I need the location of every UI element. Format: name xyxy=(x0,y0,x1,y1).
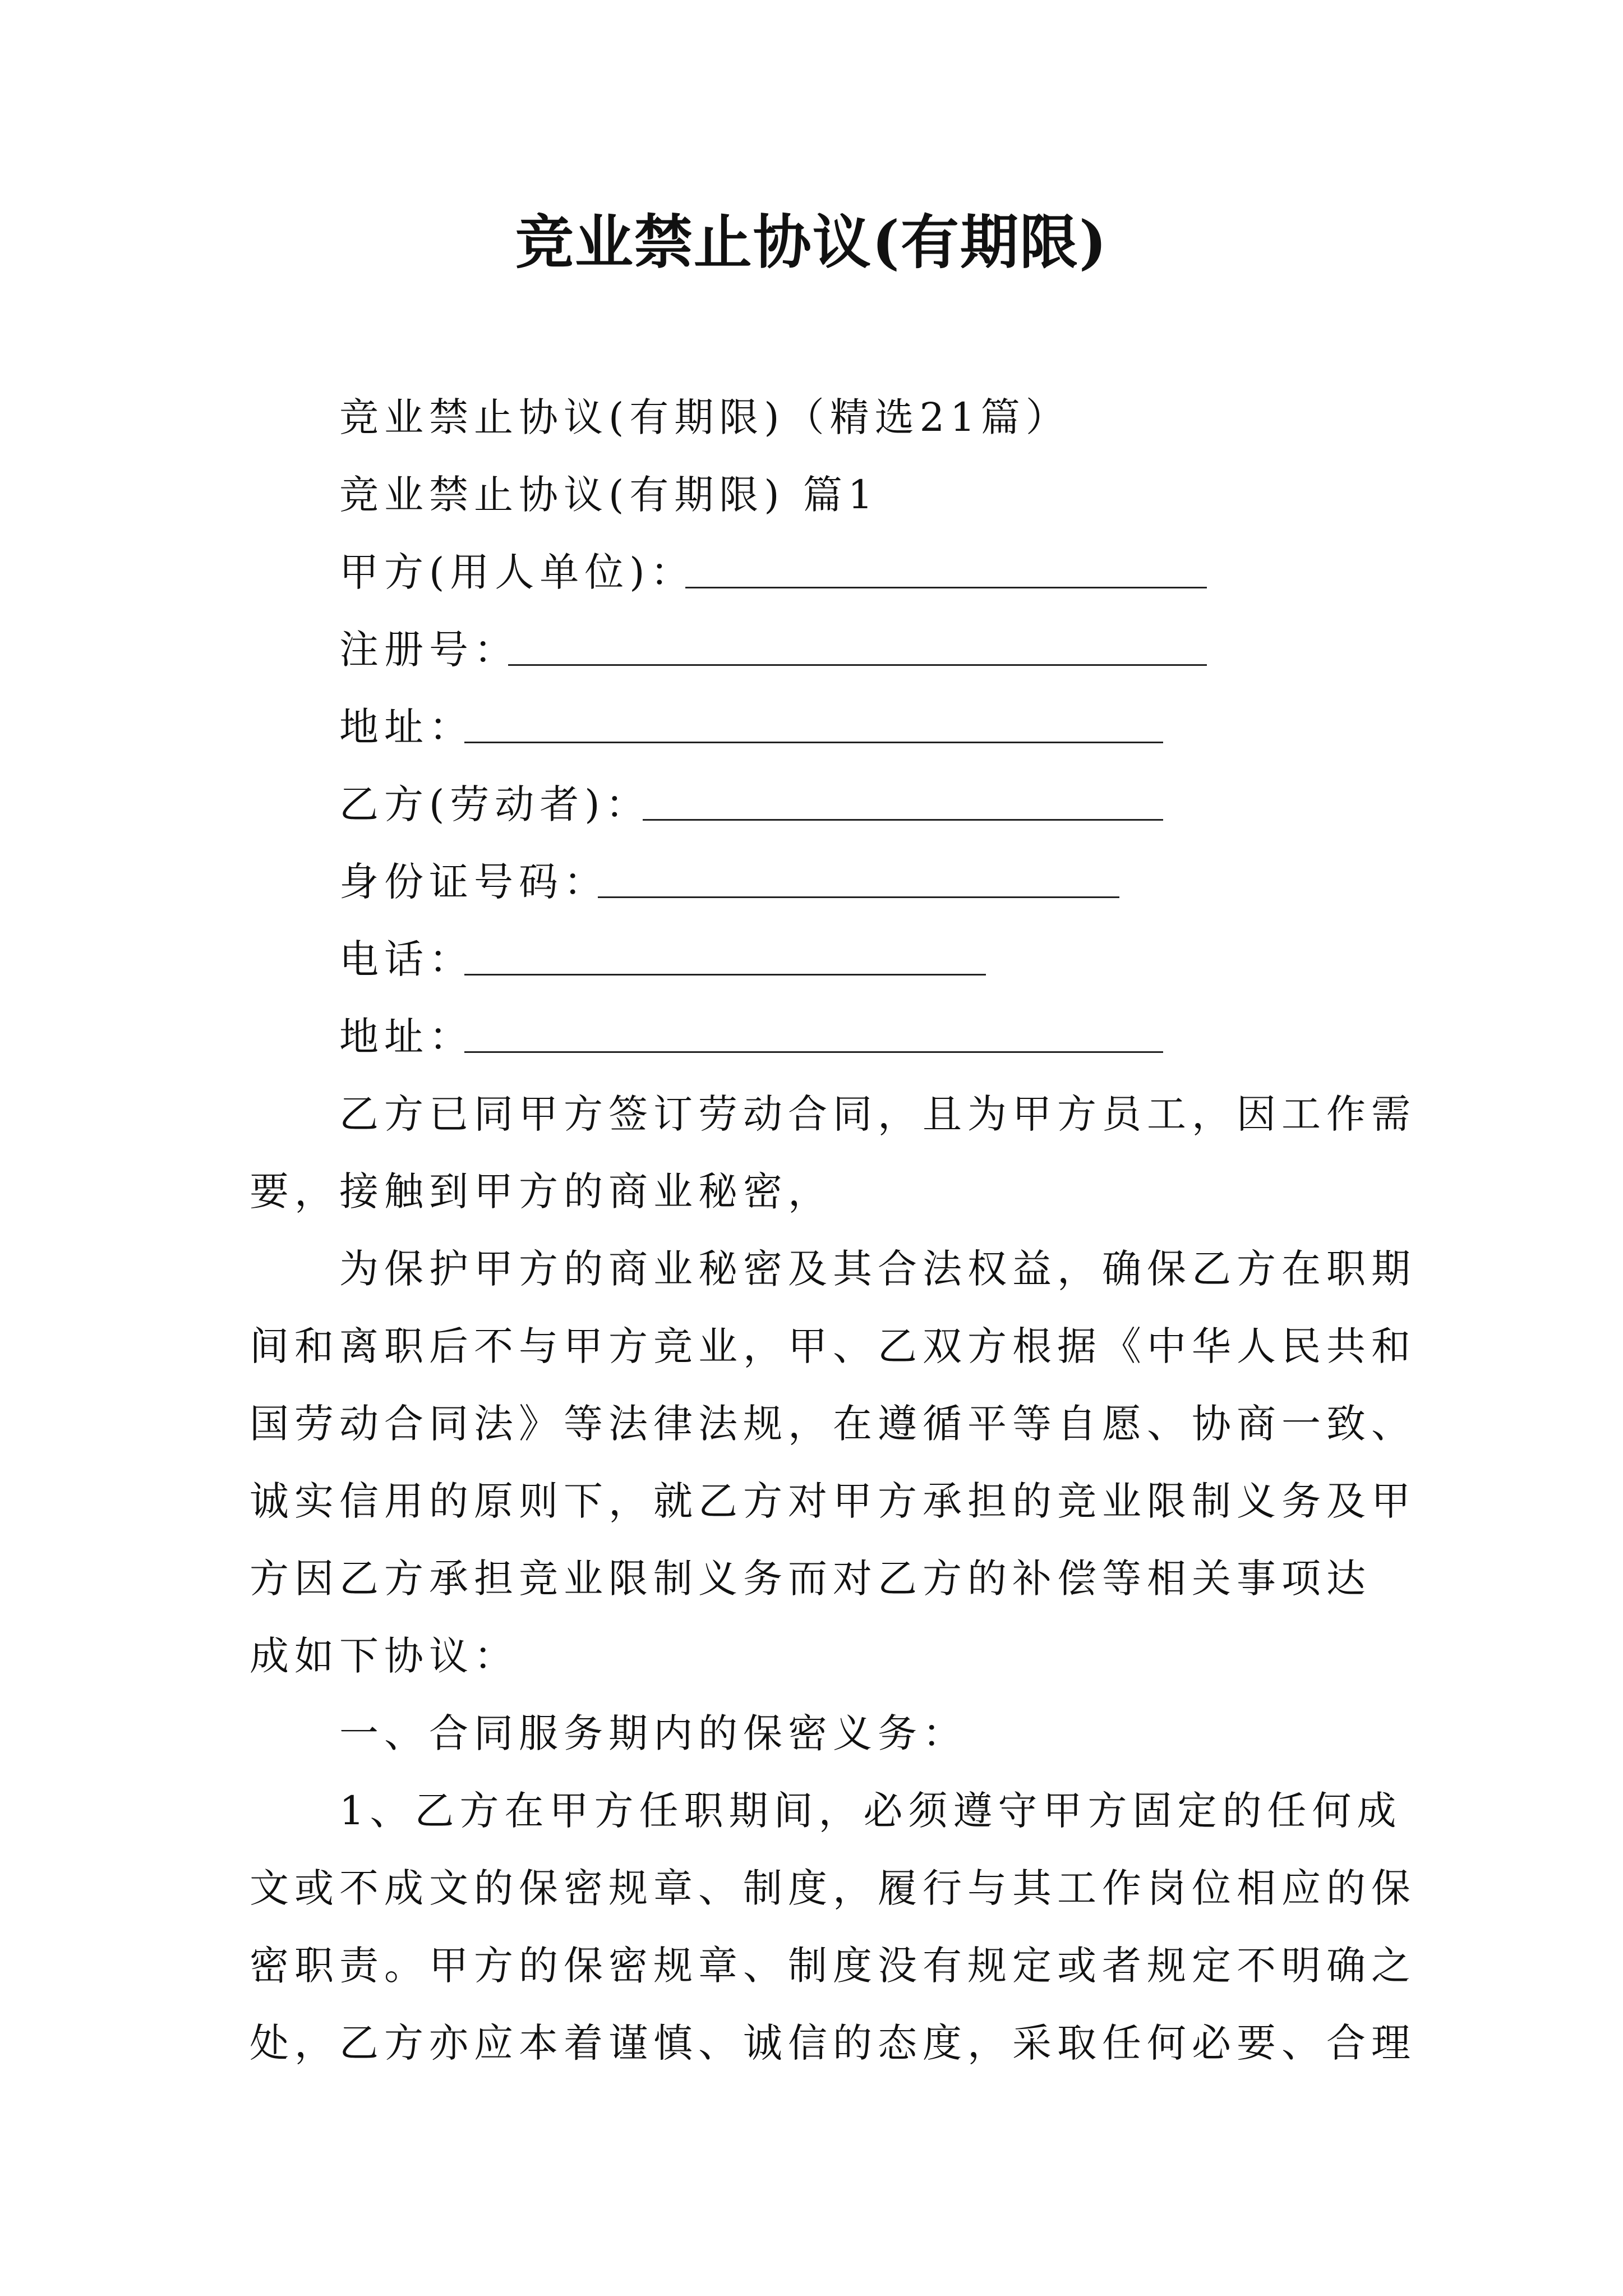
paragraph-line: 1、乙方在甲方任职期间，必须遵守甲方固定的任何成 xyxy=(339,1788,1402,1834)
field-label-registration-number: 注册号： xyxy=(339,627,519,673)
field-label-employer: 甲方(用人单位)： xyxy=(339,549,695,595)
paragraph-line: 方因乙方承担竞业限制义务而对乙方的补偿等相关事项达 xyxy=(250,1556,1371,1602)
blank-line-employee-address xyxy=(464,1051,1163,1053)
field-employer xyxy=(339,544,695,600)
paragraph-line: 文或不成文的保密规章、制度，履行与其工作岗位相应的保 xyxy=(250,1865,1416,1911)
field-label-employee-address: 地址： xyxy=(339,1014,474,1060)
blank-line-id-number xyxy=(598,896,1119,898)
paragraph-line: 为保护甲方的商业秘密及其合法权益，确保乙方在职期 xyxy=(339,1246,1416,1292)
field-id-number xyxy=(339,854,608,910)
field-employer-address xyxy=(339,699,474,755)
paragraph-line: 诚实信用的原则下，就乙方对甲方承担的竞业限制义务及甲 xyxy=(250,1478,1416,1524)
paragraph-line: 间和离职后不与甲方竞业，甲、乙双方根据《中华人民共和 xyxy=(250,1323,1416,1369)
field-label-phone: 电话： xyxy=(339,936,474,982)
paragraph-line: 处，乙方亦应本着谨慎、诚信的态度，采取任何必要、合理 xyxy=(250,2020,1416,2066)
document-subtitle: 竞业禁止协议(有期限)（精选21篇） xyxy=(339,394,1071,440)
blank-line-employer xyxy=(685,587,1207,588)
field-employee-address xyxy=(339,1009,474,1065)
field-label-employer-address: 地址： xyxy=(339,704,474,750)
paragraph-line: 成如下协议： xyxy=(250,1633,519,1679)
field-label-id-number: 身份证号码： xyxy=(339,859,608,905)
blank-line-employee xyxy=(643,819,1163,821)
paragraph-line: 密职责。甲方的保密规章、制度没有规定或者规定不明确之 xyxy=(250,1943,1416,1989)
blank-line-phone xyxy=(464,974,986,976)
blank-line-registration-number xyxy=(508,664,1207,666)
paragraph-line: 国劳动合同法》等法律法规，在遵循平等自愿、协商一致、 xyxy=(250,1401,1416,1447)
paragraph-line: 要，接触到甲方的商业秘密， xyxy=(250,1168,833,1214)
field-employee xyxy=(339,776,651,832)
blank-line-employer-address xyxy=(464,742,1163,743)
document-title: 竞业禁止协议(有期限) xyxy=(515,208,1108,277)
section-heading: 竞业禁止协议(有期限) 篇1 xyxy=(339,472,879,518)
field-registration-number xyxy=(339,622,519,678)
field-label-employee: 乙方(劳动者)： xyxy=(339,781,651,827)
clause-heading: 一、合同服务期内的保密义务： xyxy=(339,1710,967,1756)
paragraph-line: 乙方已同甲方签订劳动合同，且为甲方员工，因工作需 xyxy=(339,1091,1416,1137)
field-phone xyxy=(339,931,474,987)
